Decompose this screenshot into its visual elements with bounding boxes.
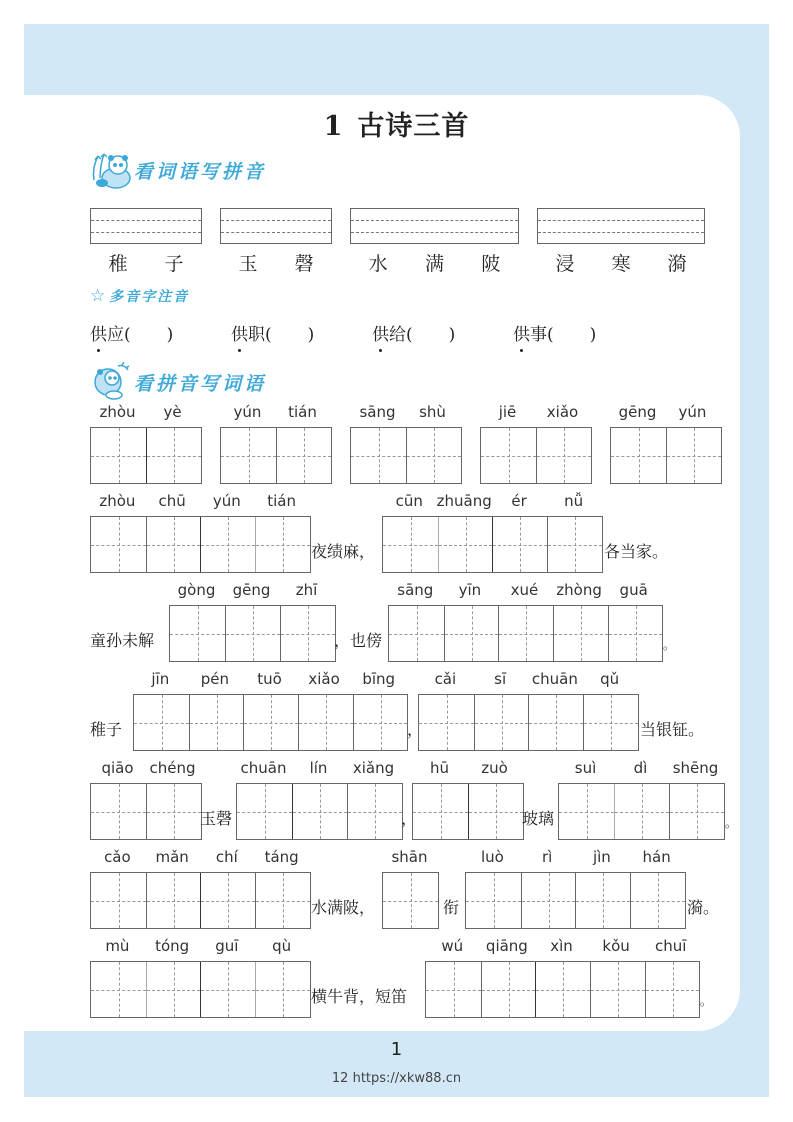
word-box-group: cūn zhuāng ér nǚ (382, 492, 601, 572)
tianzige-boxes[interactable] (169, 605, 336, 662)
section-heading-write-words: 看拼音写词语 (90, 362, 266, 402)
pinyin-answer-line-3[interactable] (350, 208, 519, 244)
word-box-group: wú qiāng xìn kǒu chuī (425, 937, 698, 1017)
word-box-group: zhòu chū yún tián (90, 492, 309, 572)
polyphone-item-4: 供事( ) (513, 325, 597, 345)
polyphone-heading: ☆ 多音字注音 (90, 286, 190, 306)
word-box-group: qiāo chéng (90, 759, 200, 839)
tianzige-boxes[interactable] (480, 427, 592, 484)
polyphone-item-3: 供给( ) (372, 325, 456, 345)
polyphone-item-2: 供职( ) (231, 325, 315, 345)
source-url: 12 https://xkw88.cn (331, 1071, 462, 1086)
tianzige-boxes[interactable] (558, 783, 725, 840)
panda-icon (90, 150, 132, 190)
word-box-group: mù tóng guī qù (90, 937, 309, 1017)
word-box-group: zhòu yè (90, 403, 200, 483)
pinyin-answer-line-4[interactable] (537, 208, 705, 244)
word-box-group: chuān lín xiǎng (236, 759, 401, 839)
word-box-group: yún tián (220, 403, 330, 483)
tianzige-boxes[interactable] (133, 694, 408, 751)
tianzige-boxes[interactable] (350, 427, 462, 484)
word-box-group: sāng shù (350, 403, 460, 483)
tianzige-boxes[interactable] (610, 427, 722, 484)
word-box-group: gòng gēng zhī (169, 581, 334, 661)
tianzige-boxes[interactable] (412, 783, 524, 840)
tianzige-boxes[interactable] (425, 961, 700, 1018)
tianzige-boxes[interactable] (90, 872, 311, 929)
tianzige-boxes[interactable] (90, 516, 311, 573)
word-box-group: gēng yún (610, 403, 720, 483)
word-box-group: sāng yīn xué zhòng guā (388, 581, 661, 661)
tianzige-boxes[interactable] (382, 872, 439, 929)
tianzige-boxes[interactable] (388, 605, 663, 662)
word-3: 水 满 陂 (368, 253, 501, 275)
tianzige-boxes[interactable] (90, 783, 202, 840)
word-4: 浸 寒 漪 (555, 253, 687, 275)
word-2: 玉 磬 (238, 253, 314, 275)
polyphone-item-1: 供应( ) (90, 325, 174, 345)
page-title: 1 古诗三首 (323, 111, 470, 142)
tianzige-boxes[interactable] (90, 427, 202, 484)
pinyin-answer-line-2[interactable] (220, 208, 332, 244)
panda-icon (90, 362, 132, 402)
pinyin-answer-line-1[interactable] (90, 208, 202, 244)
tianzige-boxes[interactable] (418, 694, 639, 751)
word-box-group: shān (382, 848, 437, 928)
word-box-group: cǎi sī chuān qǔ (418, 670, 637, 750)
page-number: 1 (390, 1039, 403, 1060)
tianzige-boxes[interactable] (236, 783, 403, 840)
section-heading-write-pinyin: 看词语写拼音 (90, 150, 266, 190)
tianzige-boxes[interactable] (90, 961, 311, 1018)
word-box-group: suì dì shēng (558, 759, 723, 839)
word-box-group: luò rì jìn hán (465, 848, 684, 928)
word-box-group: jiē xiǎo (480, 403, 590, 483)
tianzige-boxes[interactable] (220, 427, 332, 484)
word-box-group: jīn pén tuō xiǎo bīng (133, 670, 406, 750)
word-box-group: cǎo mǎn chí táng (90, 848, 309, 928)
word-1: 稚 子 (108, 253, 184, 275)
word-box-group: hū zuò (412, 759, 522, 839)
tianzige-boxes[interactable] (465, 872, 686, 929)
star-icon: ☆ (90, 286, 108, 306)
tianzige-boxes[interactable] (382, 516, 603, 573)
